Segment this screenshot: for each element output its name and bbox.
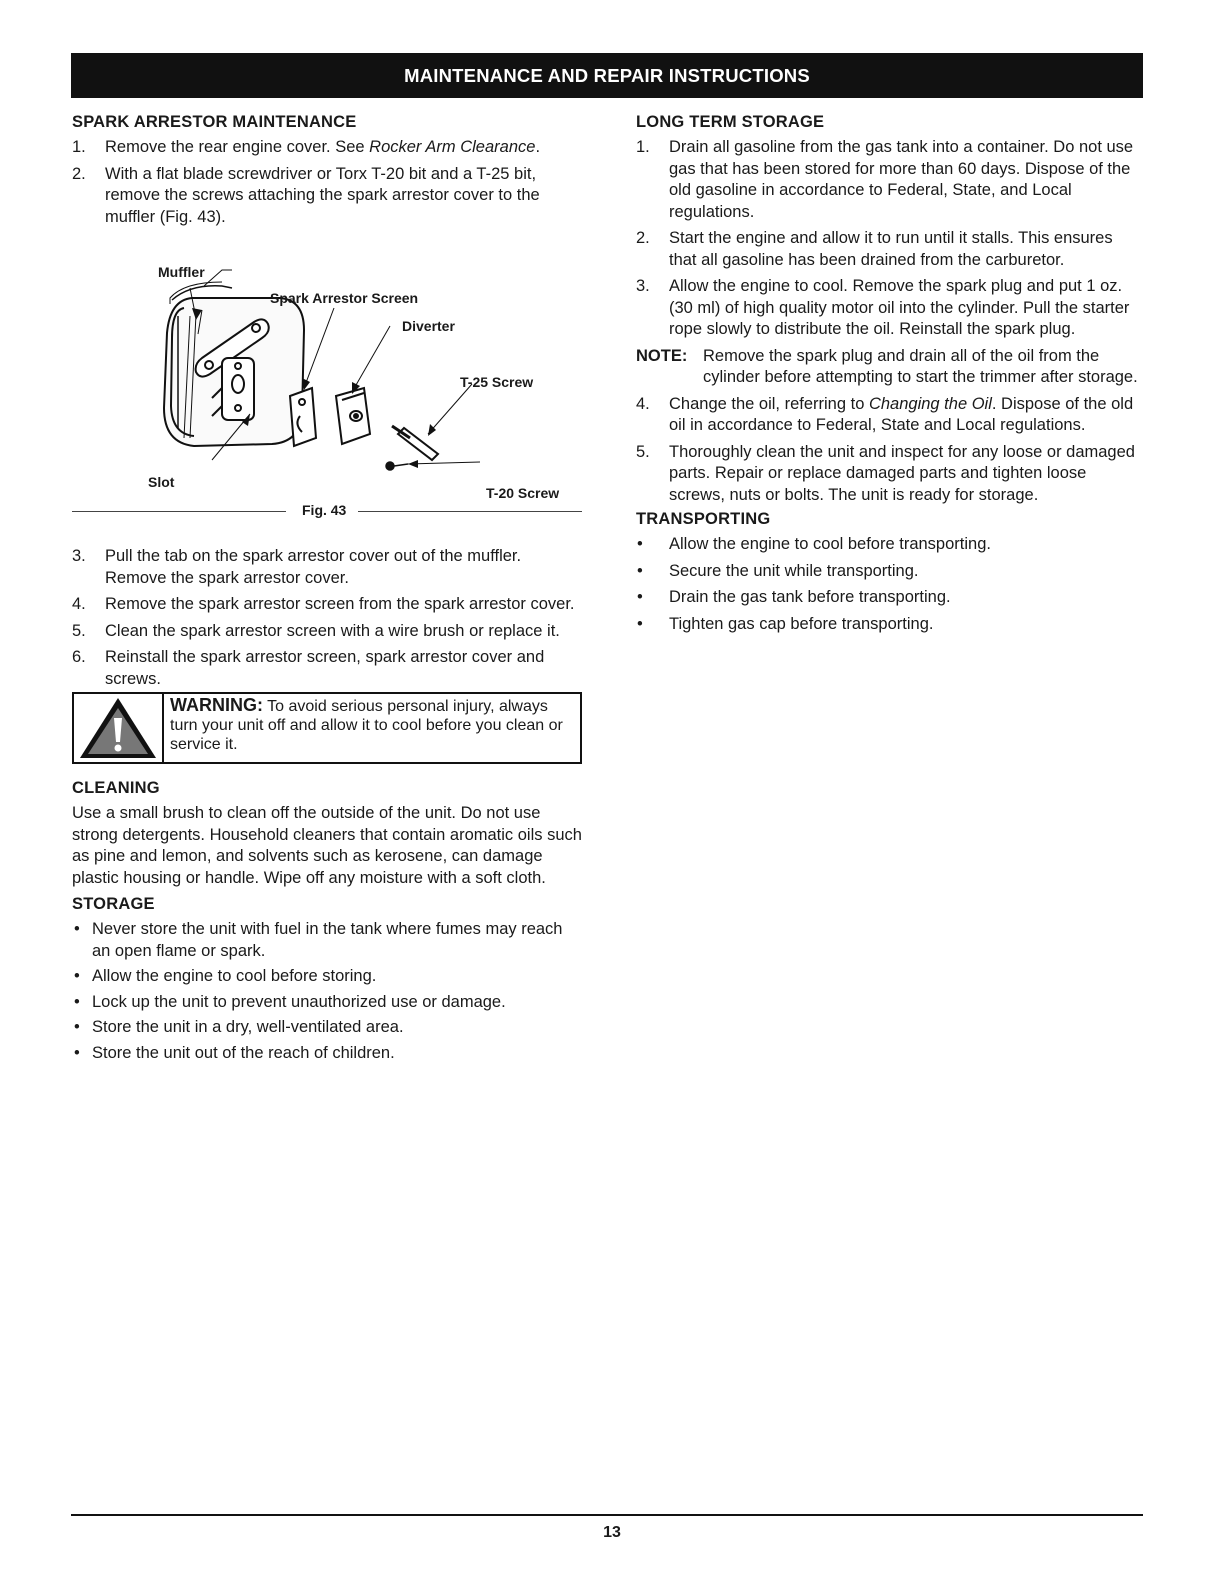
figure-caption-row — [72, 500, 582, 520]
step-text: Pull the tab on the spark arrestor cover out of the muffler. Remove the spark arrestor cover. — [105, 547, 522, 587]
caption-rule-left — [72, 511, 286, 512]
right-column — [636, 111, 1141, 640]
storage-heading: STORAGE — [72, 895, 155, 913]
bullet: • — [74, 920, 80, 938]
step-number: 3. — [636, 277, 650, 295]
left-column — [72, 111, 582, 1068]
spark-steps-list — [72, 137, 582, 228]
bullet: • — [74, 992, 80, 1011]
step-number: 3. — [72, 547, 86, 565]
step-text-tail: . — [535, 138, 541, 156]
bullet: • — [637, 561, 643, 580]
bullet: • — [637, 588, 643, 606]
list-item-text: Never store the unit with fuel in the tank where fumes may reach an open flame or spark. — [92, 920, 563, 960]
spark-steps-list-continued — [72, 546, 582, 690]
cleaning-text: Use a small brush to clean off the outside of the unit. Do not use strong detergents. Household cleaners that contain aromatic oils such as pine and lemon, and solvents such as kerosene, can damage plastic housing or handle. Wipe off any moisture with a soft cloth. — [72, 804, 582, 887]
warning-lead: WARNING: — [170, 695, 263, 715]
list-item-text: Allow the engine to cool before storing. — [92, 967, 377, 985]
step-number: 6. — [72, 648, 86, 666]
warning-box — [72, 692, 582, 764]
section-banner: MAINTENANCE AND REPAIR INSTRUCTIONS — [71, 53, 1143, 98]
label-spark-arrestor-screen: Spark Arrestor Screen — [270, 290, 419, 306]
list-item — [636, 561, 1141, 583]
step-text: Reinstall the spark arrestor screen, spark arrestor cover and screws. — [105, 648, 545, 688]
long-term-storage-heading: LONG TERM STORAGE — [636, 113, 825, 131]
note-text: Remove the spark plug and drain all of the oil from the cylinder before attempting to start the trimmer after storage. — [703, 346, 1138, 386]
list-item — [636, 276, 1141, 341]
label-diverter: Diverter — [402, 318, 455, 334]
list-item-text: Store the unit out of the reach of children. — [92, 1043, 395, 1062]
step-number: 1. — [636, 138, 650, 156]
label-muffler: Muffler — [158, 264, 205, 280]
caption-rule-right — [358, 511, 582, 512]
long-term-steps-list — [636, 137, 1141, 341]
list-item — [72, 966, 582, 988]
bullet: • — [74, 1018, 80, 1036]
step-text: Allow the engine to cool. Remove the spark plug and put 1 oz. (30 ml) of high quality motor oil into the cylinder. Pull the starter rope slowly to distribute the oil. Reinstall the spark plug. — [669, 277, 1130, 338]
step-number: 4. — [636, 394, 650, 413]
step-text: Remove the rear engine cover. See — [105, 138, 370, 156]
step-number: 5. — [72, 621, 86, 640]
list-item-text: Allow the engine to cool before transporting. — [669, 535, 991, 553]
list-item — [72, 647, 582, 690]
warning-triangle-icon — [74, 694, 162, 762]
step-text: With a flat blade screwdriver or Torx T-20 bit and a T-25 bit, remove the screws attaching the spark arrestor cover to the muffler (Fig. 43). — [105, 164, 540, 226]
muffler-illustration — [164, 282, 304, 446]
list-item-text: Store the unit in a dry, well-ventilated area. — [92, 1018, 404, 1036]
step-text: Thoroughly clean the unit and inspect for any loose or damaged parts. Repair or replace damaged parts and tighten loose screws, nuts or bolts. The unit is ready for storage. — [669, 442, 1135, 504]
step-number: 5. — [636, 442, 650, 461]
note — [636, 346, 1141, 389]
list-item — [72, 621, 582, 643]
step-text-tail: . Dispose of the old oil in accordance to Federal, State and Local regulations. — [669, 394, 1134, 434]
transporting-list — [636, 534, 1141, 635]
label-t20-screw: T-20 Screw — [486, 485, 560, 501]
figure-43 — [72, 238, 582, 534]
spark-arrestor-heading: SPARK ARRESTOR MAINTENANCE — [72, 113, 357, 131]
bullet: • — [637, 535, 643, 553]
step-number: 1. — [72, 138, 86, 156]
label-slot: Slot — [148, 474, 175, 490]
t20-screw — [386, 462, 408, 470]
list-item — [72, 919, 582, 962]
step-number: 4. — [72, 595, 86, 613]
step-reference: Rocker Arm Clearance — [369, 138, 536, 156]
step-text: Start the engine and allow it to run until it stalls. This ensures that all gasoline has been drained from the carburetor. — [669, 229, 1113, 269]
bullet: • — [637, 614, 643, 633]
step-text: Clean the spark arrestor screen with a wire brush or replace it. — [105, 621, 560, 640]
list-item — [72, 164, 582, 229]
list-item — [636, 137, 1141, 223]
storage-list — [72, 919, 582, 1064]
diverter — [336, 388, 370, 444]
list-item — [636, 442, 1141, 507]
page-number: 13 — [603, 1524, 621, 1541]
step-text: Drain all gasoline from the gas tank into a container. Do not use gas that has been stored for more than 60 days. Dispose of the old gasoline in accordance to Federal, State, and Local regulations. — [669, 138, 1134, 221]
bullet: • — [74, 1043, 80, 1062]
list-item-text: Tighten gas cap before transporting. — [669, 614, 934, 633]
spark-arrestor-diagram — [72, 238, 582, 478]
figure-caption: Fig. 43 — [302, 502, 347, 518]
cleaning-heading: CLEANING — [72, 779, 160, 797]
list-item — [636, 228, 1141, 271]
list-item — [72, 594, 582, 616]
list-item — [636, 614, 1141, 636]
list-item — [636, 587, 1141, 609]
footer-rule — [71, 1514, 1143, 1516]
list-item-text: Drain the gas tank before transporting. — [669, 588, 951, 606]
step-text: Change the oil, referring to — [669, 394, 869, 413]
warning-icon-cell — [74, 694, 164, 762]
list-item — [72, 992, 582, 1014]
bullet: • — [74, 967, 80, 985]
list-item — [636, 394, 1141, 437]
list-item-text: Lock up the unit to prevent unauthorized use or damage. — [92, 992, 506, 1011]
list-item — [72, 1017, 582, 1039]
long-term-steps-list-continued — [636, 394, 1141, 507]
spark-arrestor-screen — [290, 388, 316, 446]
step-number: 2. — [636, 229, 650, 247]
list-item-text: Secure the unit while transporting. — [669, 561, 919, 580]
step-text: Remove the spark arrestor screen from the spark arrestor cover. — [105, 595, 575, 613]
warning-body: To avoid serious personal injury, always turn your unit off and allow it to cool before you clean or service it. — [170, 698, 563, 753]
transporting-heading: TRANSPORTING — [636, 510, 771, 528]
list-item — [636, 534, 1141, 556]
note-label: NOTE: — [636, 346, 688, 365]
list-item — [72, 137, 582, 159]
step-number: 2. — [72, 164, 86, 183]
label-t25-screw: T-25 Screw — [460, 374, 534, 390]
list-item — [72, 546, 582, 589]
warning-text — [170, 696, 572, 754]
step-reference: Changing the Oil — [868, 394, 992, 413]
list-item — [72, 1043, 582, 1065]
